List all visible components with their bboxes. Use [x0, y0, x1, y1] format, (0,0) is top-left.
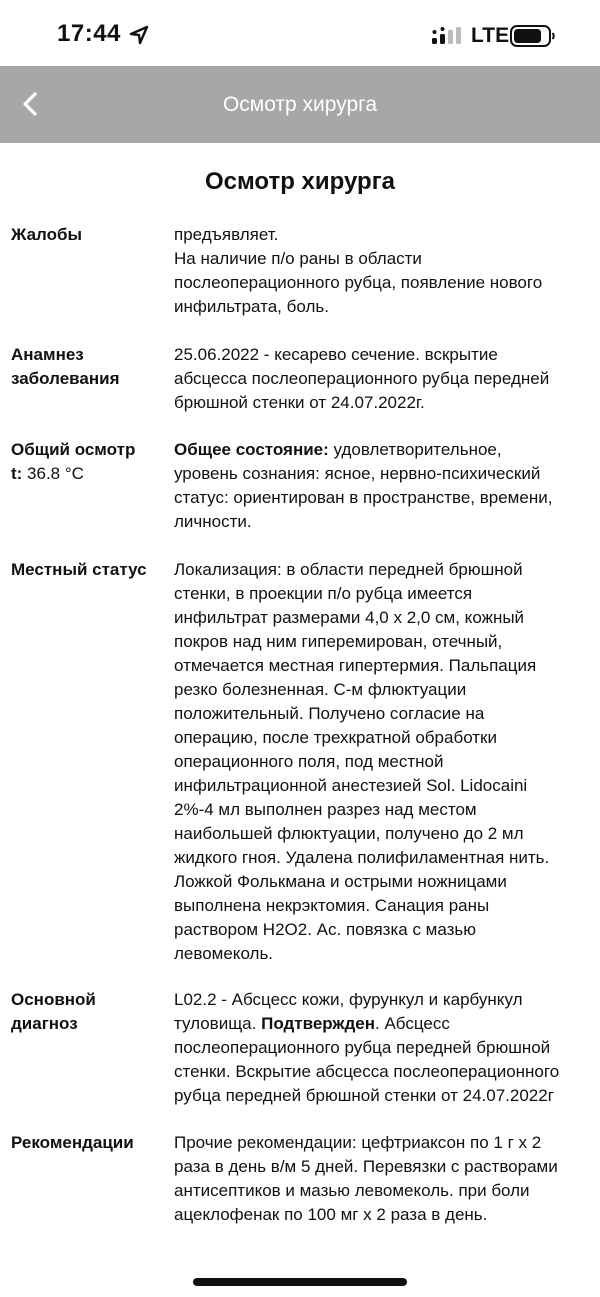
confirmed-status: Подтвержден — [261, 1014, 375, 1033]
section-label: Анамнез заболевания — [11, 345, 120, 388]
battery-icon — [510, 25, 556, 47]
section-text: Общее состояние: удовлетворительное, уровень сознания: ясное, нервно-психический статус: ориентирован в пространстве, времени, личности. — [174, 440, 553, 531]
navigation-bar — [0, 66, 600, 143]
section-label: Основной диагноз — [11, 990, 96, 1033]
general-state-value: удовлетворительное, — [328, 440, 502, 459]
document-title: Осмотр хирурга — [204, 168, 396, 195]
section-label: Общий осмотр t: 36.8 °C — [11, 440, 136, 483]
home-indicator[interactable] — [193, 1278, 407, 1286]
section-label: Местный статус — [11, 560, 147, 579]
section-label: Рекомендации — [11, 1133, 134, 1152]
section-text: 25.06.2022 - кесарево сечение. вскрытие абсцесса послеоперационного рубца передней брюшной стенки от 24.07.2022г. — [174, 345, 550, 412]
location-arrow-icon — [129, 25, 149, 45]
temperature-label: t: — [11, 464, 23, 483]
section-text: Прочие рекомендации: цефтриаксон по 1 г х 2 раза в день в/м 5 дней. Перевязки с растворами антисептиков и мазью левомеколь. при боли ацеклофенак по 100 мг х 2 раза в день. — [174, 1133, 558, 1224]
section-label: Жалобы — [11, 225, 83, 244]
status-time: 17:44 — [57, 20, 121, 47]
status-bar — [0, 0, 600, 66]
network-type: LTE — [471, 24, 510, 47]
nav-title: Осмотр хирурга — [222, 93, 378, 116]
section-text: Локализация: в области передней брюшной стенки, в проекции п/о рубца имеется инфильтрат размерами 4,0 х 2,0 см, кожный покров над ним гиперемирован, отечный, отмечается местная гипертермия. Пальпация резко болезненная. С-м флюктуации положительный. Получено согласие на операцию, после трехкратной обработки операционного поля, под местной инфильтрационной анестезией Sol. Lidocaini 2%-4 мл выполнен разрез над местом наибольшей флюктуации, получено до 2 мл жидкого гноя. Удалена полифиламентная нить. Ложкой Фолькмана и острыми ножницами выполнена некрэктомия. Санация раны раствором Н2О2. Ас. повязка с мазью левомеколь. — [174, 560, 550, 963]
signal-strength-icon — [431, 27, 461, 47]
section-text: предъявляет. На наличие п/о раны в области послеоперационного рубца, появление нового инфильтрата, боль. — [174, 225, 543, 316]
general-state-label: Общее состояние: — [174, 440, 329, 459]
temperature-value: 36.8 °C — [22, 464, 84, 483]
section-text: L02.2 - Абсцесс кожи, фурункул и карбункул туловища. Подтвержден. Абсцесс послеоперационного рубца передней брюшной стенки. Вскрытие абсцесса послеоперационного рубца передней брюшной стенки от 24.07.2022г — [174, 990, 560, 1105]
